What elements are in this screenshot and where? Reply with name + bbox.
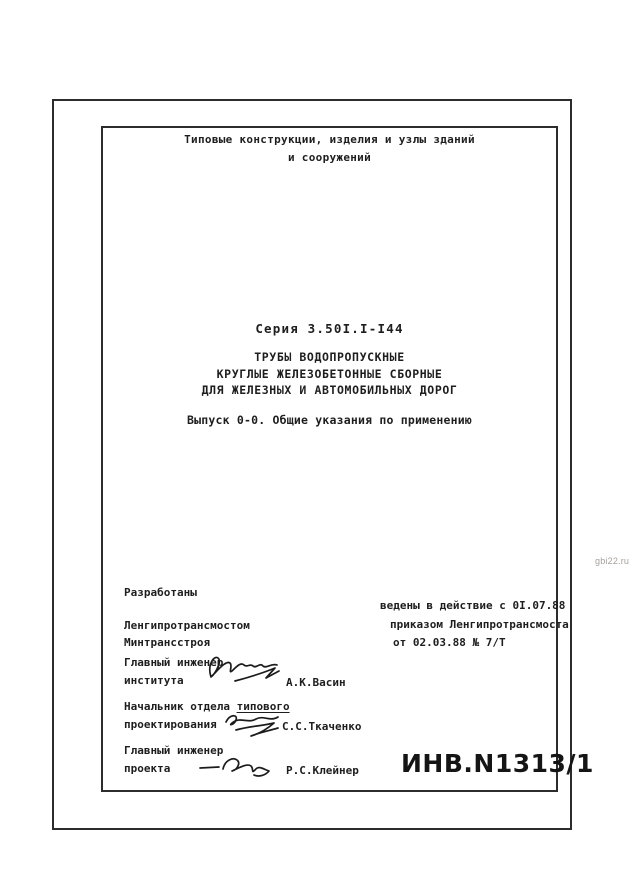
title-line-3: ДЛЯ ЖЕЛЕЗНЫХ И АВТОМОБИЛЬНЫХ ДОРОГ (201, 383, 458, 397)
header-line-2: и сооружений (287, 151, 372, 164)
signatory-name: Р.С.Клейнер (286, 764, 359, 777)
org-line-2: Минтрансстроя (124, 636, 211, 649)
signature-tkachenko-icon (218, 706, 288, 740)
org-line-1: Ленгипротрансмостом (124, 619, 250, 632)
series-number: Серия 3.50I.I-I44 (255, 321, 404, 336)
role-line: Главный инженер (124, 656, 224, 669)
signatory-name: С.С.Ткаченко (282, 720, 362, 733)
title-line-2: КРУГЛЫЕ ЖЕЛЕЗОБЕТОННЫЕ СБОРНЫЕ (216, 366, 443, 381)
developer-organization (124, 617, 250, 651)
approval-line-3: от 02.03.88 № 7/Т (393, 636, 506, 649)
signature-kleiner-icon (198, 752, 278, 780)
title-line-1: ТРУБЫ ВОДОПРОПУСКНЫЕ (254, 350, 405, 364)
role-line-underlined: типового (236, 700, 290, 713)
developed-by-label: Разработаны (124, 586, 197, 599)
role-line: проектирования (124, 718, 217, 731)
role-line-prefix: Начальник отдела (124, 700, 237, 713)
signatory-name: А.К.Васин (286, 676, 346, 689)
header-line-1: Типовые конструкции, изделия и узлы зданий (184, 133, 475, 146)
watermark-gbi22: gbi22.ru (595, 556, 630, 566)
approval-line-1: ведены в действие с 0I.07.88 (380, 599, 566, 612)
document-header (101, 131, 558, 167)
signature-vasin-icon (203, 650, 288, 688)
approval-line-2: приказом Ленгипротрансмоста (390, 617, 569, 631)
role-line: института (124, 674, 184, 687)
approval-note (380, 597, 569, 653)
role-line: проекта (124, 762, 171, 775)
inner-border-frame (101, 126, 558, 792)
issue-label: Выпуск 0-0. Общие указания по применению (187, 413, 472, 427)
role-line: Главный инженер (124, 744, 224, 757)
inventory-number: ИНВ.N1313/1 (401, 749, 594, 778)
document-title (101, 349, 558, 399)
